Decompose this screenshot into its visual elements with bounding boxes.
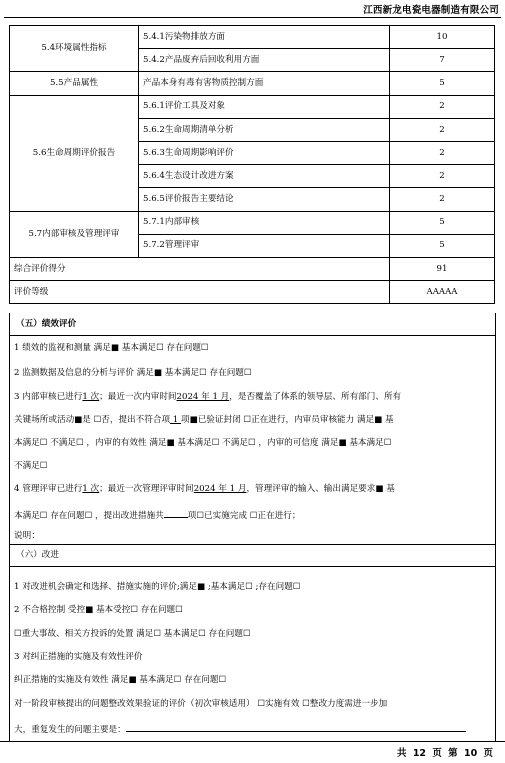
item-cell: 5.4.1污染物排放方面 — [139, 26, 390, 49]
improvement-line-2: 2 不合格控制 受控■ 基本受控☐ 存在问题☐ — [14, 605, 183, 615]
improvement-line-6: 对一阶段审核提出的问题整改效果验证的评价（初次审核适用） ☐实施有效 ☐整改力度需进一步加 — [14, 699, 388, 709]
item-cell: 5.6.3生命周期影响评价 — [139, 141, 390, 164]
total-value: 91 — [390, 257, 495, 280]
monitoring-line: 1 绩效的监视和测量 满足■ 基本满足☐ 存在问题☐ — [14, 343, 209, 353]
internal-audit-line-4: 不满足☐ — [14, 461, 48, 471]
page-number: 共 12 页 第 10 页 — [397, 748, 493, 759]
item-cell: 5.6.5评价报告主要结论 — [139, 188, 390, 211]
note-line: 说明： — [14, 531, 40, 541]
score-cell: 2 — [390, 95, 495, 118]
table-row — [10, 72, 495, 95]
management-review-line-2: 本满足☐ 存在问题☐ ，提出改进措施共 项☐已实施完成 ☐正在进行； — [10, 507, 300, 522]
improvement-line-3: ☐重大事故、相关方投诉的处置 满足☐ 基本满足☐ 存在问题☐ — [14, 629, 251, 639]
category-cell: 5.5产品属性 — [10, 72, 139, 95]
item-cell: 5.6.4生态设计改进方案 — [139, 165, 390, 188]
section-title: （五）绩效评价 — [10, 313, 495, 336]
item-cell: 产品本身有毒有害物质控制方面 — [139, 72, 390, 95]
improvement-section — [9, 544, 496, 741]
score-cell: 5 — [390, 234, 495, 257]
item-cell: 5.4.2产品废弃后回收利用方面 — [139, 49, 390, 72]
analysis-line: 2 监测数据及信息的分析与评价 满足■ 基本满足☐ 存在问题☐ — [14, 368, 252, 378]
score-table — [9, 25, 495, 304]
improvement-line-1: 1 对改进机会确定和选择、措施实施的评价;满足■ ;基本满足☐ ;存在问题☐ — [14, 582, 301, 592]
score-cell: 10 — [390, 26, 495, 49]
grade-value: AAAAA — [390, 281, 495, 304]
score-cell: 2 — [390, 141, 495, 164]
table-row — [10, 26, 495, 49]
table-row — [10, 95, 495, 118]
score-cell: 5 — [390, 72, 495, 95]
category-cell: 5.4环境属性指标 — [10, 26, 139, 72]
score-cell: 7 — [390, 49, 495, 72]
performance-section — [9, 313, 496, 545]
blank-field — [126, 721, 466, 732]
footer-divider — [0, 741, 505, 742]
blank-field — [164, 507, 188, 518]
item-cell: 5.6.1评价工具及对象 — [139, 95, 390, 118]
internal-audit-line: 3 内部审核已进行1 次；最近一次内审时间2024 年 1 月，是否覆盖了体系的领导层、所有部门、所有 — [14, 392, 402, 402]
category-cell: 5.7内部审核及管理评审 — [10, 211, 139, 257]
management-review-line: 4 管理评审已进行1 次；最近一次管理评审时间2024 年 1 月，管理评审的输入、输出满足要求■ 基 — [14, 484, 395, 494]
company-header: 江西新龙电瓷电器制造有限公司 — [363, 5, 499, 16]
section-title: （六）改进 — [10, 544, 495, 567]
grade-label: 评价等级 — [10, 281, 390, 304]
category-cell: 5.6生命周期评价报告 — [10, 95, 139, 211]
table-row — [10, 211, 495, 234]
item-cell: 5.6.2生命周期清单分析 — [139, 118, 390, 141]
internal-audit-line-2: 关键场所或活动■是 ☐否，提出不符合项 1 项■已验证封闭 ☐正在进行，内审员审核能力 满足■ 基 — [14, 415, 394, 425]
score-cell: 5 — [390, 211, 495, 234]
score-cell: 2 — [390, 165, 495, 188]
improvement-line-4: 3 对纠正措施的实施及有效性评价 — [14, 652, 143, 662]
total-row — [10, 257, 495, 280]
item-cell: 5.7.1内部审核 — [139, 211, 390, 234]
total-label: 综合评价得分 — [10, 257, 390, 280]
internal-audit-line-3: 本满足☐ 不满足☐ ，内审的有效性 满足■ 基本满足☐ 不满足☐ ，内审的可信度 满足■ 基本满足☐ — [14, 438, 392, 448]
score-cell: 2 — [390, 118, 495, 141]
score-cell: 2 — [390, 188, 495, 211]
header-divider — [4, 17, 501, 18]
item-cell: 5.7.2管理评审 — [139, 234, 390, 257]
grade-row — [10, 281, 495, 304]
improvement-line-7: 大，重复发生的问题主要是： — [10, 721, 466, 736]
improvement-line-5: 纠正措施的实施及有效性 满足■ 基本满足☐ 存在问题☐ — [14, 675, 227, 685]
